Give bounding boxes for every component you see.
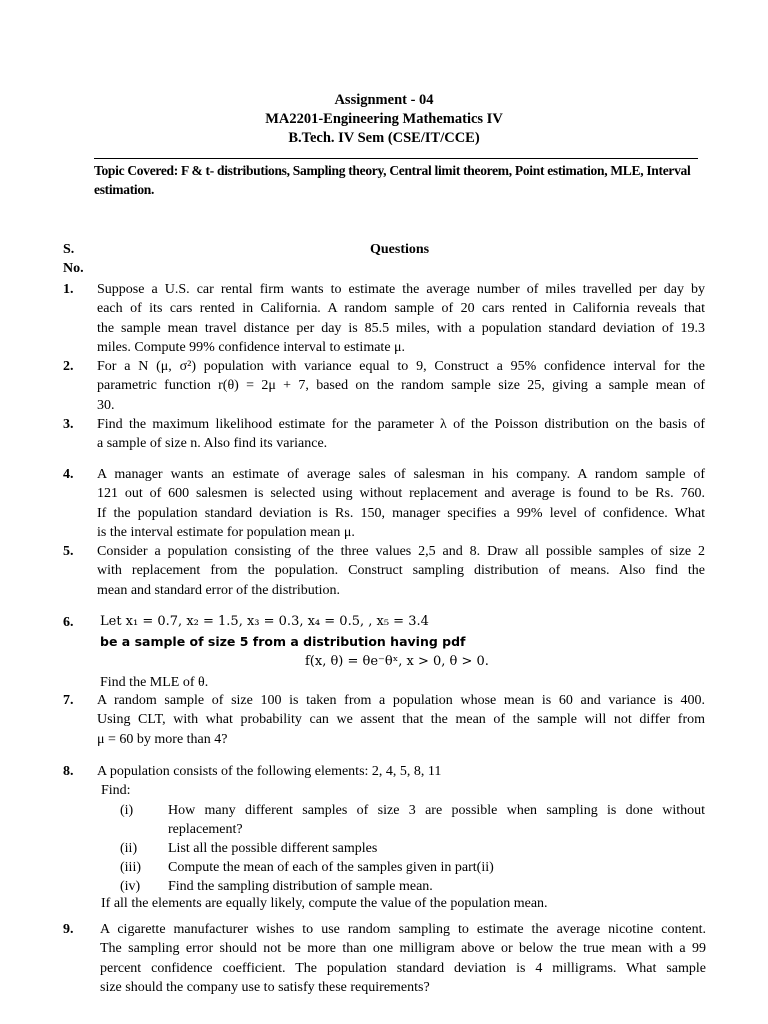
q6-pdf-formula: f(x, θ) = θe⁻θˣ, x > 0, θ > 0. bbox=[305, 654, 489, 669]
q3-line: Find the maximum likelihood estimate for the parameter λ of the Poisson distribution on the basis of bbox=[97, 417, 705, 432]
topic-covered: Topic Covered: F & t- distributions, Sampling theory, Central limit theorem, Point estimation, MLE, Interval estimation. bbox=[94, 163, 691, 197]
q8-part-label: (iii) bbox=[120, 860, 141, 875]
q4-line: A manager wants an estimate of average sales of salesman in his company. A random sample of bbox=[97, 467, 705, 482]
q5-line: Consider a population consisting of the three values 2,5 and 8. Draw all possible samples of size 2 bbox=[97, 544, 705, 559]
q2-line: parametric function r(θ) = 2μ + 7, based on the random sample size 25, giving a sample mean of bbox=[97, 378, 705, 394]
question-number-7: 7. bbox=[63, 693, 74, 708]
document-header bbox=[0, 91, 768, 148]
q9-line: A cigarette manufacturer wishes to use random sampling to estimate the average nicotine content. bbox=[100, 922, 706, 937]
question-number-2: 2. bbox=[63, 359, 74, 374]
serial-number-heading bbox=[63, 240, 84, 278]
q9-line: percent confidence coefficient. The population standard deviation is 4 milligrams. What sample bbox=[100, 960, 706, 976]
q6-sample-description: be a sample of size 5 from a distribution having pdf bbox=[100, 634, 466, 649]
program-title: B.Tech. IV Sem (CSE/IT/CCE) bbox=[288, 130, 480, 146]
question-number-6: 6. bbox=[63, 615, 74, 630]
q5-line: with replacement from the population. Construct sampling distribution of means. Also find the bbox=[97, 563, 705, 579]
assignment-title: Assignment - 04 bbox=[334, 92, 434, 108]
q1-line: the sample mean travel distance per day is 85.5 miles, with a population standard deviation of 19.3 bbox=[97, 320, 705, 336]
q8-part-text bbox=[168, 801, 705, 839]
questions-heading: Questions bbox=[370, 242, 430, 257]
q4-line: If the population standard deviation is Rs. 150, manager specifies a 99% level of confidence. What bbox=[97, 505, 705, 521]
sno-label: S. bbox=[63, 242, 75, 257]
question-text-2 bbox=[97, 357, 705, 415]
question-number-4: 4. bbox=[63, 467, 74, 482]
question-number-1: 1. bbox=[63, 282, 74, 297]
q8-part-line: How many different samples of size 3 are possible when sampling is done without bbox=[168, 803, 705, 818]
q4-line: is the interval estimate for population mean μ. bbox=[97, 524, 355, 540]
q4-line: 121 out of 600 salesmen is selected using without replacement and average is found to be Rs. 760. bbox=[97, 486, 705, 502]
no-label: No. bbox=[63, 261, 84, 276]
q1-line: each of its cars rented in California. A random sample of 20 cars rented in California reveals that bbox=[97, 301, 705, 317]
q1-line: Suppose a U.S. car rental firm wants to estimate the average number of miles travelled per day by bbox=[97, 282, 705, 297]
q9-line: The sampling error should not be more than one milligram above or below the true mean with a 99 bbox=[100, 941, 706, 957]
question-text-3 bbox=[97, 415, 705, 454]
q6-instruction: Find the MLE of θ. bbox=[100, 675, 209, 690]
header-divider bbox=[94, 158, 698, 159]
q8-part-line: replacement? bbox=[168, 822, 243, 837]
question-number-9: 9. bbox=[63, 922, 74, 937]
q7-line: μ = 60 by more than 4? bbox=[97, 731, 228, 747]
q8-part-text: Find the sampling distribution of sample mean. bbox=[168, 879, 433, 894]
q3-line: a sample of size n. Also find its variance. bbox=[97, 436, 328, 452]
q8-part-label: (i) bbox=[120, 803, 134, 818]
q8-part-label: (iv) bbox=[120, 879, 141, 894]
q9-line: size should the company use to satisfy these requirements? bbox=[100, 979, 430, 995]
q5-line: mean and standard error of the distribution. bbox=[97, 582, 340, 598]
q8-outro: If all the elements are equally likely, compute the value of the population mean. bbox=[101, 896, 548, 911]
q8-part-text: List all the possible different samples bbox=[168, 841, 378, 856]
course-title: MA2201-Engineering Mathematics IV bbox=[265, 111, 503, 127]
q8-intro: A population consists of the following elements: 2, 4, 5, 8, 11 bbox=[97, 764, 442, 779]
question-number-8: 8. bbox=[63, 764, 74, 779]
q6-sample-values: Let x₁ = 0.7, x₂ = 1.5, x₃ = 0.3, x₄ = 0.5, , x₅ = 3.4 bbox=[100, 614, 429, 629]
q8-part-label: (ii) bbox=[120, 841, 138, 856]
question-number-3: 3. bbox=[63, 417, 74, 432]
question-text-9 bbox=[100, 920, 706, 997]
q2-line: 30. bbox=[97, 397, 115, 413]
q8-part-text: Compute the mean of each of the samples given in part(ii) bbox=[168, 860, 494, 875]
question-text-4 bbox=[97, 465, 705, 542]
q2-line: For a N (μ, σ²) population with variance equal to 9, Construct a 95% confidence interval for the bbox=[97, 359, 705, 374]
question-text-5 bbox=[97, 542, 705, 600]
question-text-1 bbox=[97, 280, 705, 357]
q7-line: A random sample of size 100 is taken from a population whose mean is 60 and variance is 400. bbox=[97, 693, 705, 708]
question-number-5: 5. bbox=[63, 544, 74, 559]
q7-line: Using CLT, with what probability can we assent that the mean of the sample will not differ from bbox=[97, 712, 705, 728]
q8-find-label: Find: bbox=[101, 783, 131, 798]
q1-line: miles. Compute 99% confidence interval to estimate μ. bbox=[97, 339, 406, 355]
question-text-7 bbox=[97, 691, 705, 749]
